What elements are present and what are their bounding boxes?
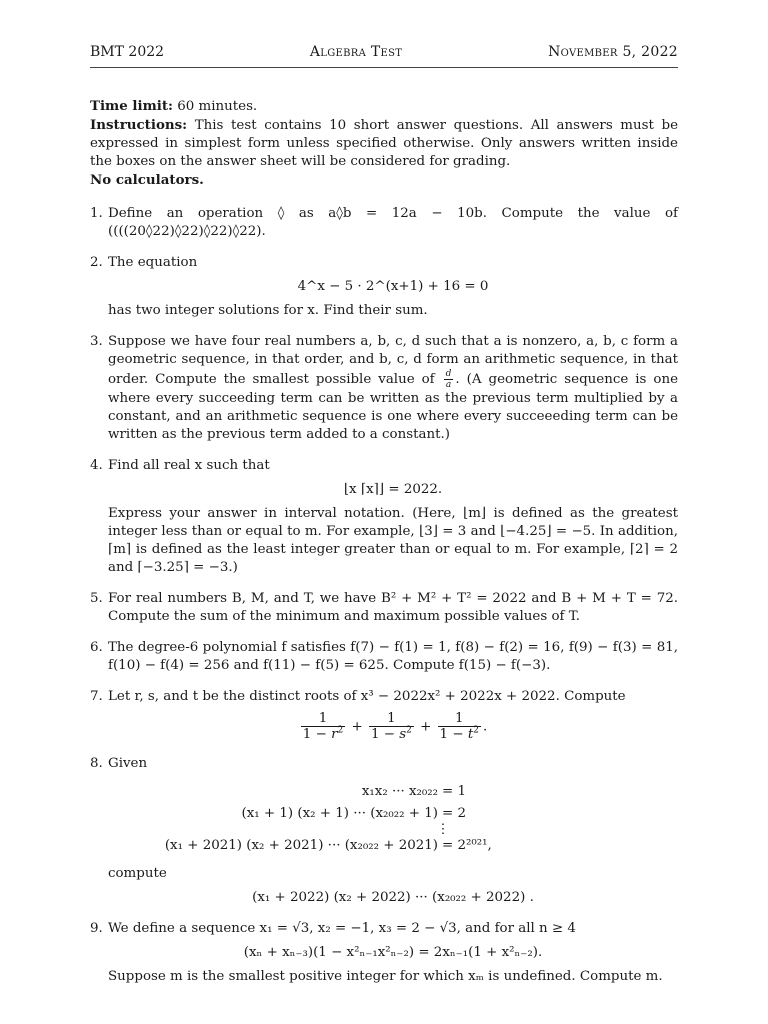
- problem-text: Let r, s, and t be the distinct roots of x³ − 2022x² + 2022x + 2022. Compute: [108, 689, 626, 704]
- fraction-d-over-a: $\frac{d}{a}$: [445, 369, 452, 390]
- equation-system: [108, 781, 678, 857]
- equation: 4^x − 5 · 2^(x+1) + 16 = 0: [297, 279, 489, 294]
- problem-text: . (A geometric sequence is one where every succeeding term can be written as the previous term multiplied by a constant, and an arithmetic sequence is one where every succeeeding term can be written as the previous term added to a constant.): [108, 372, 678, 442]
- problem-text: The degree-6 polynomial f satisfies f(7) − f(1) = 1, f(8) − f(2) = 16, f(9) − f(3) = 81, f(10) − f(4) = 256 and f(11) − f(5) = 625. Compute f(15) − f(−3).: [108, 640, 678, 673]
- equation-rhs: = 2²⁰²¹,: [442, 838, 492, 853]
- problem-number: 5.: [90, 591, 103, 606]
- problem-number: 3.: [90, 334, 103, 349]
- equation: ⌊x ⌈x⌉⌋ = 2022.: [343, 482, 443, 497]
- problem-number: 2.: [90, 255, 103, 270]
- problem-text: For real numbers B, M, and T, we have B² + M² + T² = 2022 and B + M + T = 72. Compute the sum of the minimum and maximum possible values of T.: [108, 591, 678, 624]
- problem-text: has two integer solutions for x. Find their sum.: [108, 303, 428, 318]
- time-limit-label: Time limit:: [90, 98, 173, 114]
- problem-number: 1.: [90, 206, 103, 221]
- instructions-text: This test contains 10 short answer questions. All answers must be expressed in simplest form unless specified otherwise. Only answers written inside the boxes on the answer sheet will be considered for grading.: [90, 118, 678, 169]
- problem-text: We define a sequence x₁ = √3, x₂ = −1, x₃ = 2 − √3, and for all n ≥ 4: [108, 921, 576, 936]
- problem-5: [90, 590, 678, 626]
- equation-rhs: = 2: [442, 806, 466, 821]
- header-left: BMT 2022: [90, 44, 165, 60]
- equation-rhs: = 1: [442, 784, 466, 799]
- equation: (xₙ + xₙ₋₃)(1 − x²ₙ₋₁x²ₙ₋₂) = 2xₙ₋₁(1 + x²ₙ₋₂).: [243, 945, 543, 960]
- problem-number: 7.: [90, 689, 103, 704]
- problem-9: [90, 920, 678, 986]
- header-right: November 5, 2022: [548, 44, 678, 60]
- equation-lhs: x₁x₂ ··· x₂₀₂₂: [361, 784, 438, 799]
- equation: (x₁ + 2022) (x₂ + 2022) ··· (x₂₀₂₂ + 2022) .: [252, 890, 534, 905]
- problem-text: Suppose we have four real numbers a, b, c, d such that a is nonzero, a, b, c form a geometric sequence, in that order, and b, c, d form an arithmetic sequence, in that order. Compute the smallest possible value of: [108, 334, 678, 387]
- no-calculators-note: No calculators.: [90, 172, 204, 188]
- problem-text: The equation: [108, 255, 198, 270]
- problem-4: [90, 457, 678, 577]
- instructions-block: [90, 97, 678, 189]
- problem-number: 8.: [90, 756, 103, 771]
- problem-text: Define an operation ◊ as a◊b = 12a − 10b. Compute the value of ((((20◊22)◊22)◊22)◊22).: [108, 206, 678, 239]
- vertical-ellipsis: ⋮: [436, 822, 450, 837]
- test-content: [90, 97, 678, 999]
- problem-number: 4.: [90, 458, 103, 473]
- problem-text: compute: [108, 866, 167, 881]
- problem-text: Suppose m is the smallest positive integer for which xₘ is undefined. Compute m.: [108, 969, 663, 984]
- problem-text: Express your answer in interval notation. (Here, ⌊m⌋ is defined as the greatest integer less than or equal to m. For example, ⌊3⌋ = 3 and ⌊−4.25⌋ = −5. In addition, ⌈m⌉ is defined as the least integer greater than or equal to m. For example, ⌈2⌉ = 2 and ⌈−3.25⌉ = −3.): [108, 506, 678, 575]
- header-rule: [90, 67, 678, 68]
- equation-lhs: (x₁ + 1) (x₂ + 1) ··· (x₂₀₂₂ + 1): [241, 806, 438, 821]
- problem-list: [90, 205, 678, 986]
- problem-3: [90, 333, 678, 444]
- problem-number: 9.: [90, 921, 103, 936]
- problem-text: Given: [108, 756, 148, 771]
- problem-6: [90, 639, 678, 675]
- problem-number: 6.: [90, 640, 103, 655]
- page-header: [90, 44, 678, 64]
- problem-7: [90, 688, 678, 742]
- problem-text: Find all real x such that: [108, 458, 270, 473]
- problem-2: [90, 254, 678, 320]
- equation-lhs: (x₁ + 2021) (x₂ + 2021) ··· (x₂₀₂₂ + 2021): [164, 838, 438, 853]
- problem-8: [90, 755, 678, 907]
- time-limit-value: 60 minutes.: [177, 99, 258, 114]
- instructions-label: Instructions:: [90, 117, 188, 133]
- header-center: Algebra Test: [309, 44, 403, 60]
- problem-1: [90, 205, 678, 241]
- equation-sum-of-fractions: $\frac{1}{1 - r^2}$ + $\frac{1}{1 - s^2}$ + $\frac{1}{1 - t^2}$ .: [302, 711, 488, 742]
